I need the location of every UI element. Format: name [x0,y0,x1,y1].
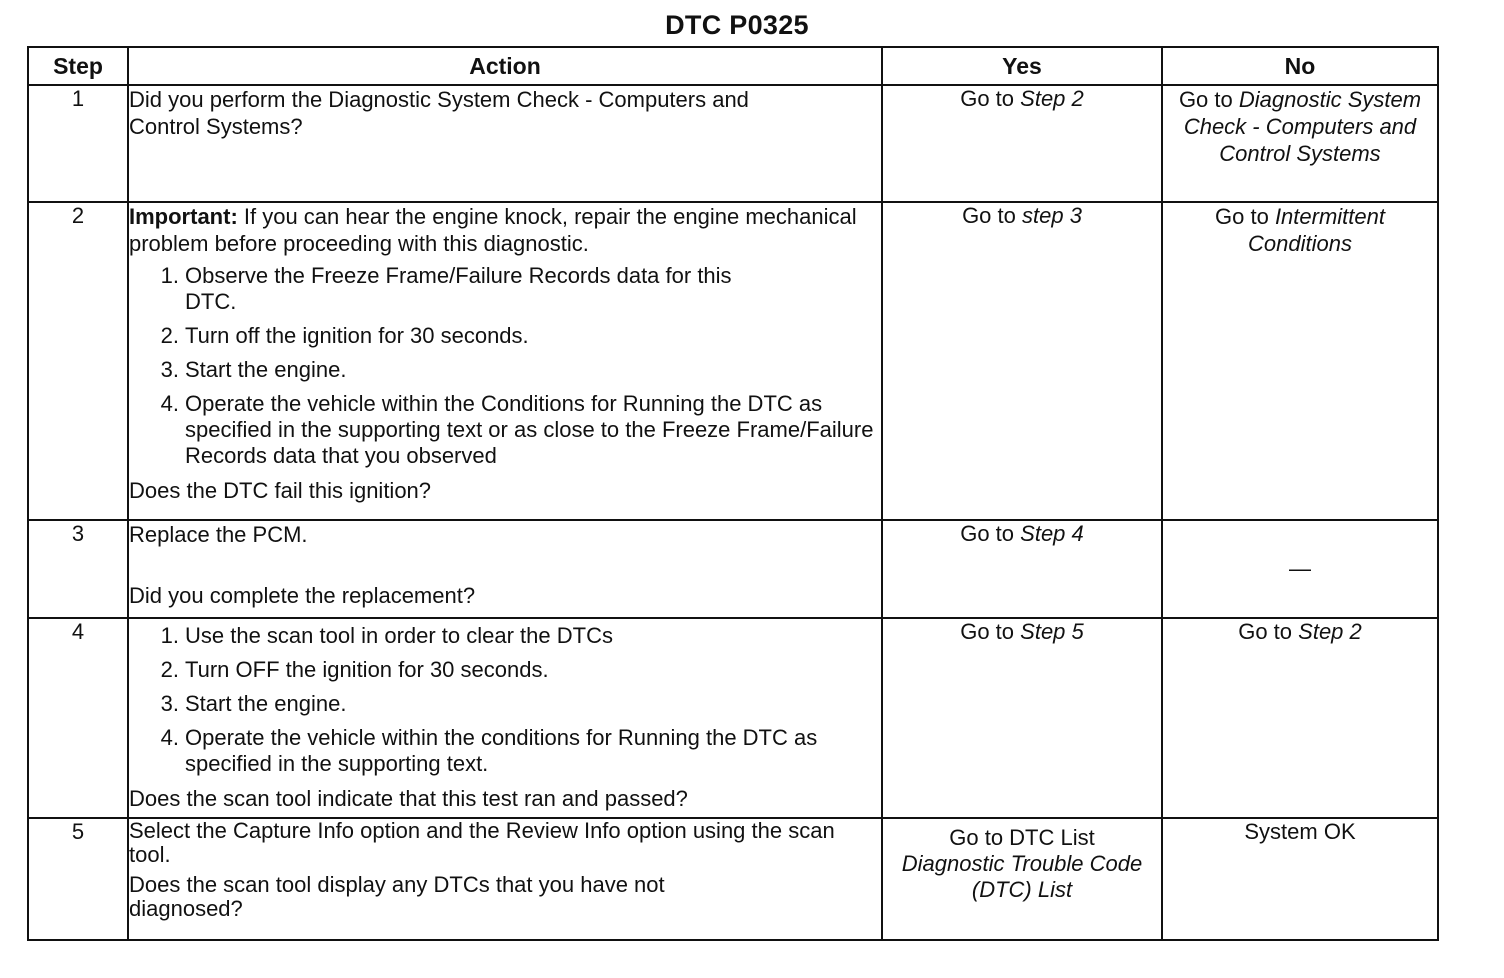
action-cell [128,520,882,618]
no-cell [1162,85,1438,202]
header-row [28,47,1438,85]
page-title: DTC P0325 [665,10,809,40]
action-cell [128,618,882,818]
yes-prefix: Go to DTC List [949,825,1095,850]
yes-link[interactable]: step 3 [1022,203,1082,228]
diagnostic-table [27,46,1439,941]
table-row [28,85,1438,202]
step-number: 2 [28,202,128,520]
procedure-list [129,263,881,469]
procedure-list [129,623,881,777]
list-item: 4. Operate the vehicle within the conditions for Running the DTC as specified in the supporting text. [160,725,818,776]
no-prefix: Go to [1178,87,1233,112]
yes-prefix: Go to [962,203,1016,228]
action-cell [128,818,882,940]
column-header-step: Step [28,47,128,85]
list-item: 1. Use the scan tool in order to clear the DTCs [160,623,613,648]
question-text: Does the scan tool display any DTCs that you have not diagnosed? [129,872,665,921]
question-text: Does the DTC fail this ignition? [129,478,432,503]
column-header-yes: Yes [882,47,1162,85]
no-prefix: Go to [1238,619,1293,644]
action-text: Did you perform the Diagnostic System Check - Computers and Control Systems? [129,87,749,139]
column-header-no: No [1162,47,1438,85]
yes-link[interactable]: Step 4 [1020,521,1084,546]
step-number: 3 [28,520,128,618]
list-item: 3. Start the engine. [160,691,347,716]
action-cell [128,85,882,202]
question-text: Does the scan tool indicate that this test ran and passed? [129,786,688,811]
yes-link[interactable]: Step 2 [1020,86,1084,111]
list-item: 3. Start the engine. [160,357,347,382]
list-item: 1. Observe the Freeze Frame/Failure Records data for this DTC. [160,263,732,314]
step-number: 1 [28,85,128,202]
yes-cell [882,520,1162,618]
list-item: 2. Turn off the ignition for 30 seconds. [160,323,529,348]
question-text: Did you complete the replacement? [129,583,476,608]
no-link[interactable]: Step 2 [1298,619,1362,644]
no-value: System OK [1244,819,1356,844]
list-item: 2. Turn OFF the ignition for 30 seconds. [160,657,549,682]
table-row [28,202,1438,520]
yes-cell [882,818,1162,940]
action-text: Select the Capture Info option and the Review Info option using the scan tool. [129,818,835,867]
table-row [28,618,1438,818]
yes-link[interactable]: Step 5 [1020,619,1084,644]
action-cell [128,202,882,520]
yes-prefix: Go to [960,619,1015,644]
yes-link[interactable]: Diagnostic Trouble Code (DTC) List [901,851,1143,902]
important-text: If you can hear the engine knock, repair the engine mechanical problem before proceeding with this diagnostic. [129,204,857,256]
no-value: — [1289,556,1311,581]
important-label: Important: [129,204,238,229]
step-number: 5 [28,818,128,940]
no-cell [1162,618,1438,818]
list-item: 4. Operate the vehicle within the Conditions for Running the DTC as specified in the supporting text or as close to the Freeze Frame/Failure Records data that you observed [160,391,874,468]
no-cell [1162,818,1438,940]
no-prefix: Go to [1215,204,1269,229]
yes-prefix: Go to [960,86,1015,111]
yes-cell [882,618,1162,818]
yes-prefix: Go to [960,521,1015,546]
step-number: 4 [28,618,128,818]
no-link[interactable]: Intermittent Conditions [1248,204,1385,256]
yes-cell [882,202,1162,520]
no-link[interactable]: Diagnostic System Check - Computers and Control Systems [1183,87,1422,166]
important-note [129,203,881,257]
table-row [28,520,1438,618]
no-cell [1162,520,1438,618]
column-header-action: Action [128,47,882,85]
no-cell [1162,202,1438,520]
action-text: Replace the PCM. [129,522,308,547]
table-row [28,818,1438,940]
yes-cell [882,85,1162,202]
